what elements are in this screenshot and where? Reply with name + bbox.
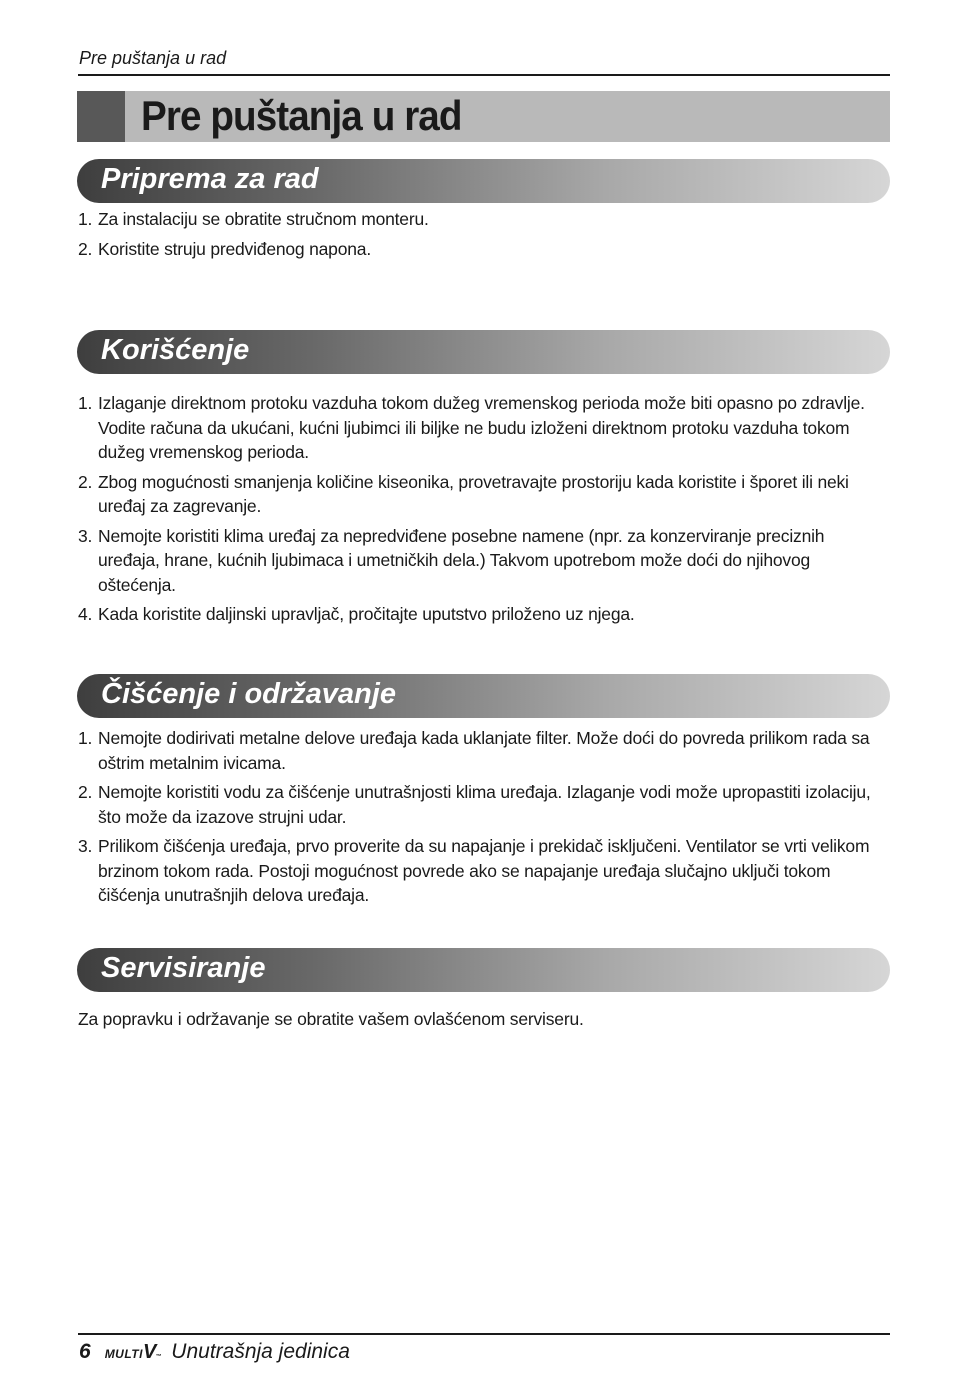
multi-v-logo [105, 1341, 162, 1364]
list-item [78, 237, 890, 262]
item-number: 1. [78, 393, 93, 413]
item-number: 3. [78, 525, 93, 546]
page-title: Pre puštanja u rad [141, 92, 462, 139]
list-item [78, 524, 890, 598]
list-priprema [78, 207, 890, 266]
running-header: Pre puštanja u rad [79, 48, 227, 68]
item-number: 2. [78, 471, 93, 492]
item-number: 2. [78, 238, 93, 259]
page-title-bar [77, 91, 890, 142]
item-text: Prilikom čišćenja uređaja, prvo proverite da su napajanje i prekidač isključeni. Ventilator se vrti velikom brzinom tokom rada. Postoji mogućnost povrede ako se napajanje uređaja slučajno uključi tokom čišćenja unutrašnjih delova uređaja. [98, 836, 870, 905]
item-text: Nemojte dodirivati metalne delove uređaja kada uklanjate filter. Može doći do povreda prilikom rada sa oštrim metalnim ivicama. [98, 728, 870, 773]
item-number: 3. [78, 836, 93, 856]
section-header-koriscenje [77, 330, 890, 374]
list-item [78, 470, 890, 519]
item-text: Kada koristite daljinski upravljač, pročitajte uputstvo priloženo uz njega. [98, 604, 635, 624]
item-text: Zbog mogućnosti smanjenja količine kiseonika, provetravajte prostoriju kada koristite i šporet ili neki uređaj za zagrevanje. [98, 471, 849, 516]
item-text: Nemojte koristiti vodu za čišćenje unutrašnjosti klima uređaja. Izlaganje vodi može upropastiti izolaciju, što može da izazove strujni udar. [98, 782, 871, 827]
list-item [78, 207, 890, 232]
page-number: 6 [79, 1340, 91, 1363]
logo-tm: ™ [155, 1354, 162, 1360]
section-title: Korišćenje [101, 334, 250, 366]
list-ciscenje [78, 726, 890, 913]
page-footer [79, 1340, 350, 1364]
servisiranje-text: Za popravku i održavanje se obratite vašem ovlašćenom serviseru. [78, 1009, 584, 1029]
item-number: 2. [78, 782, 93, 802]
header-rule [78, 74, 890, 76]
item-text: Nemojte koristiti klima uređaj za nepredviđene posebne namene (npr. za konzerviranje preciznih uređaja, hrane, kućnih ljubimaca i umetničkih dela.) Takvom upotrebom može doći do njihovog oštećenja. [98, 525, 825, 595]
logo-v: V [142, 1341, 156, 1363]
item-number: 1. [78, 209, 93, 229]
title-accent-block [77, 91, 125, 142]
section-header-servisiranje [77, 948, 890, 992]
list-item [78, 834, 890, 908]
list-item [78, 780, 890, 829]
section-title: Servisiranje [101, 952, 266, 984]
item-number: 1. [78, 728, 93, 748]
section-title: Priprema za rad [101, 163, 319, 195]
footer-rule [78, 1333, 890, 1335]
item-text: Koristite struju predviđenog napona. [98, 238, 371, 259]
list-item [78, 726, 890, 775]
list-koriscenje [78, 391, 890, 632]
product-name: Unutrašnja jedinica [171, 1340, 350, 1363]
logo-multi: MULTI [104, 1347, 143, 1361]
item-number: 4. [78, 604, 93, 624]
item-text: Za instalaciju se obratite stručnom monteru. [98, 209, 429, 229]
section-header-priprema [77, 159, 890, 203]
list-item [78, 602, 890, 627]
section-title: Čišćenje i održavanje [101, 678, 396, 710]
list-item [78, 391, 890, 465]
item-text: Izlaganje direktnom protoku vazduha tokom dužeg vremenskog perioda može biti opasno po zdravlje. Vodite računa da ukućani, kućni ljubimci ili biljke ne budu izloženi direktnom protoku vazduha tokom dužeg vremenskog perioda. [98, 393, 865, 462]
section-header-ciscenje [77, 674, 890, 718]
